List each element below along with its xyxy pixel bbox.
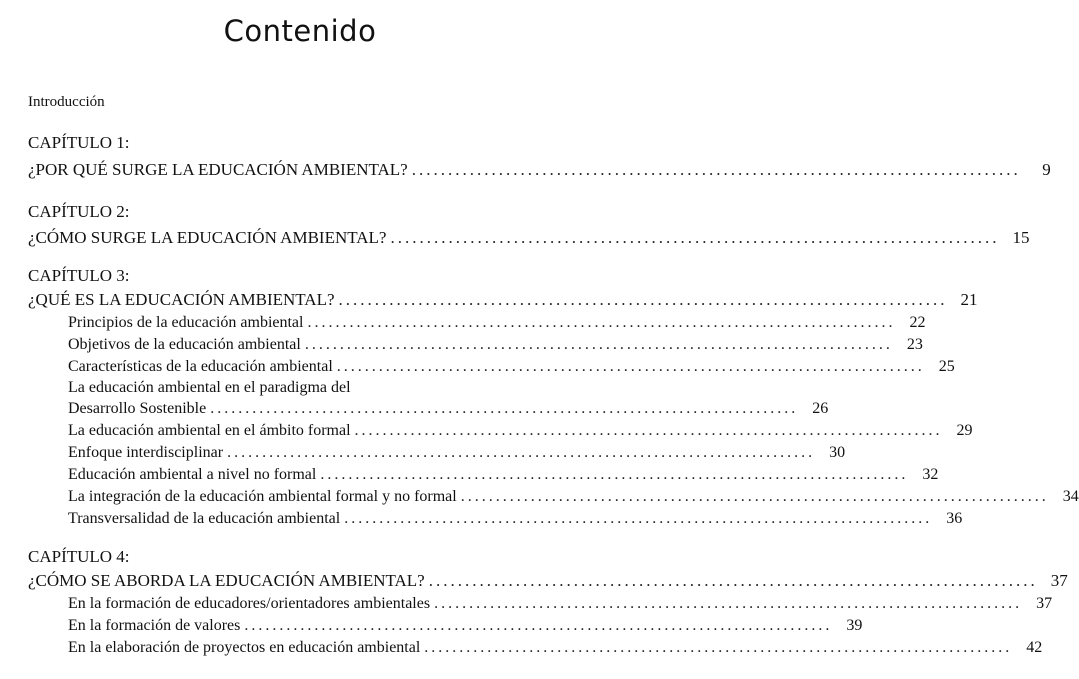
chapter-heading: ¿POR QUÉ SURGE LA EDUCACIÓN AMBIENTAL? <box>28 160 408 179</box>
toc-entry-introduction: Introducción <box>28 94 105 110</box>
dot-leader: .................................................................................... <box>411 160 1021 179</box>
page-number: 30 <box>829 444 846 461</box>
dot-leader: .................................................................................... <box>344 510 933 527</box>
page-title: Contenido <box>223 14 377 48</box>
chapter-label: CAPÍTULO 1: <box>28 133 130 152</box>
section-entry <box>68 442 846 464</box>
page-number: 36 <box>946 510 963 527</box>
chapter-heading: ¿QUÉ ES LA EDUCACIÓN AMBIENTAL? <box>28 290 335 309</box>
dot-leader: .................................................................................... <box>307 314 896 331</box>
page-number: 39 <box>846 617 863 634</box>
section-title: En la elaboración de proyectos en educación ambiental <box>68 639 421 656</box>
page-number: 26 <box>812 400 829 417</box>
chapter-3-entry <box>28 289 978 311</box>
chapter-label: CAPÍTULO 4: <box>28 547 130 566</box>
section-title: Características de la educación ambiental <box>68 358 333 375</box>
dot-leader: .................................................................................... <box>460 488 1049 505</box>
section-entry <box>68 420 973 442</box>
page-number: 15 <box>1012 228 1030 247</box>
section-entry <box>68 312 926 334</box>
page-number: 21 <box>960 290 978 309</box>
page-number: 34 <box>1062 488 1079 505</box>
section-title: La educación ambiental en el paradigma del <box>68 379 351 396</box>
chapter-heading: ¿CÓMO SURGE LA EDUCACIÓN AMBIENTAL? <box>28 228 387 247</box>
section-title: En la formación de educadores/orientadores ambientales <box>68 595 431 612</box>
chapter-label: CAPÍTULO 2: <box>28 202 130 221</box>
section-title: La integración de la educación ambiental formal y no formal <box>68 488 457 505</box>
section-title: En la formación de valores <box>68 617 241 634</box>
section-title: Educación ambiental a nivel no formal <box>68 466 317 483</box>
chapter-2-entry <box>28 227 1030 249</box>
dot-leader: .................................................................................... <box>304 336 893 353</box>
section-title: Principios de la educación ambiental <box>68 314 304 331</box>
section-entry <box>68 615 863 637</box>
page-number: 9 <box>1042 160 1051 179</box>
section-entry <box>68 464 939 486</box>
chapter-4-label <box>28 546 130 568</box>
section-entry <box>68 593 1053 615</box>
section-entry <box>68 508 963 530</box>
dot-leader: .................................................................................... <box>227 444 816 461</box>
section-title: Desarrollo Sostenible <box>68 400 207 417</box>
dot-leader: .................................................................................... <box>354 422 943 439</box>
dot-leader: .................................................................................... <box>336 358 925 375</box>
section-entry <box>68 356 955 378</box>
page-number: 25 <box>938 358 955 375</box>
section-entry <box>68 334 923 356</box>
dot-leader: .................................................................................... <box>210 400 799 417</box>
chapter-3-label <box>28 265 130 287</box>
section-entry <box>68 486 1079 508</box>
section-title: La educación ambiental en el ámbito formal <box>68 422 351 439</box>
page-number: 23 <box>906 336 923 353</box>
chapter-heading: ¿CÓMO SE ABORDA LA EDUCACIÓN AMBIENTAL? <box>28 571 425 590</box>
chapter-1-entry <box>28 159 1051 181</box>
dot-leader: .................................................................................... <box>428 571 1038 590</box>
dot-leader: .................................................................................... <box>434 595 1023 612</box>
section-title: Transversalidad de la educación ambiental <box>68 510 341 527</box>
section-title: Objetivos de la educación ambiental <box>68 336 301 353</box>
page-number: 29 <box>956 422 973 439</box>
page-number: 37 <box>1036 595 1053 612</box>
section-entry <box>68 398 829 420</box>
dot-leader: .................................................................................... <box>390 228 1000 247</box>
dot-leader: .................................................................................... <box>424 639 1013 656</box>
chapter-1-label <box>28 132 130 154</box>
chapter-4-entry <box>28 570 1068 592</box>
section-title: Enfoque interdisciplinar <box>68 444 224 461</box>
chapter-label: CAPÍTULO 3: <box>28 266 130 285</box>
page-number: 32 <box>922 466 939 483</box>
dot-leader: .................................................................................... <box>244 617 833 634</box>
page-number: 42 <box>1026 639 1043 656</box>
section-entry <box>68 637 1043 659</box>
section-entry-continued <box>68 377 351 399</box>
page-number: 22 <box>909 314 926 331</box>
chapter-2-label <box>28 201 130 223</box>
page-number: 37 <box>1050 571 1068 590</box>
dot-leader: .................................................................................... <box>338 290 948 309</box>
dot-leader: .................................................................................... <box>320 466 909 483</box>
